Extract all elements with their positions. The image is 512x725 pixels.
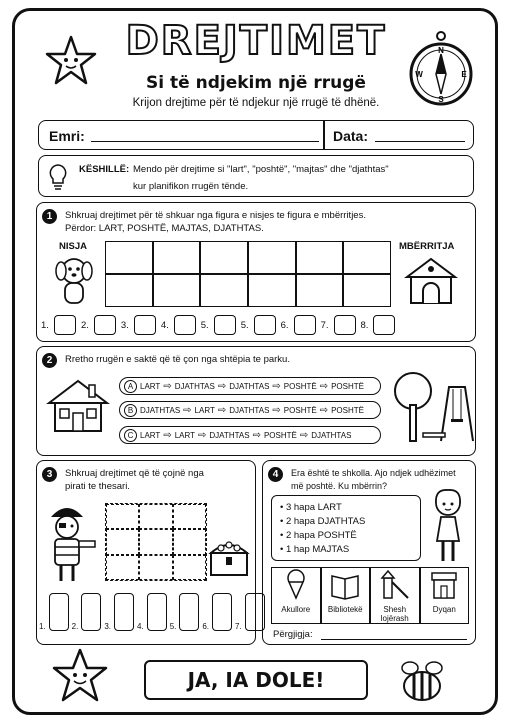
step: DJATHTAS — [229, 381, 270, 391]
answer-number: 1. — [39, 622, 46, 631]
arrow-right-icon: ⇨ — [198, 429, 207, 441]
ice-cream-icon — [283, 568, 309, 600]
task4-number: 4 — [268, 467, 283, 482]
answer-number: 8. — [360, 319, 369, 331]
step-text: 3 hapa LART — [285, 502, 342, 513]
girl-icon — [425, 485, 471, 565]
compass-s: S — [438, 95, 444, 104]
footer-banner-text: JA, IA DOLE! — [187, 668, 325, 692]
option-letter: B — [124, 404, 137, 417]
grid-cell — [200, 274, 248, 307]
answer-number: 4. — [137, 622, 144, 631]
answer-box[interactable] — [174, 315, 196, 335]
task3-box — [36, 460, 256, 645]
option-letter: A — [124, 380, 137, 393]
grid-cell — [296, 274, 344, 307]
grid-cell — [105, 274, 153, 307]
answer-number: 1. — [41, 319, 49, 331]
step-text: 2 hapa DJATHTAS — [285, 516, 366, 527]
places-grid — [271, 567, 469, 621]
bee-icon — [394, 652, 450, 706]
step: DJATHTAS — [209, 430, 250, 440]
grid-cell — [105, 241, 153, 274]
task3-instruction-2: pirati te thesari. — [65, 481, 130, 492]
tip-text-1: Mendo për drejtime si "lart", "poshtë", "majtas" dhe "djathtas" — [133, 164, 389, 175]
name-date-box — [38, 120, 474, 150]
task4-box — [262, 460, 476, 645]
arrow-right-icon: ⇨ — [163, 380, 172, 392]
grid-cell — [173, 504, 206, 529]
compass-e: E — [461, 70, 467, 79]
task4-instruction-2: më poshtë. Ku mbërrin? — [291, 481, 388, 491]
task3-instruction-1: Shkruaj drejtimet që të çojnë nga — [65, 468, 204, 479]
answer-number: 7. — [235, 622, 242, 631]
park-icon — [391, 367, 475, 447]
answer-number: 3. — [120, 319, 129, 331]
answer-box[interactable] — [212, 593, 232, 631]
grid-cell — [173, 555, 206, 580]
step: LART — [140, 381, 161, 391]
task1-hint: Përdor: LART, POSHTË, MAJTAS, DJATHTAS. — [65, 223, 264, 234]
name-label: Emri: — [49, 128, 85, 144]
answer-number: 5. — [240, 319, 249, 331]
compass-n: N — [438, 46, 444, 55]
task3-grid — [105, 503, 207, 581]
arrow-right-icon: ⇨ — [217, 380, 227, 392]
step: DJATHTAS — [140, 405, 181, 415]
playground-icon — [380, 568, 410, 600]
task3-answers — [39, 593, 265, 631]
grid-cell — [200, 241, 248, 274]
step: DJATHTAS — [174, 381, 215, 391]
end-label: MBËRRITJA — [399, 241, 455, 252]
answer-box[interactable] — [179, 593, 199, 631]
treasure-chest-icon — [207, 531, 251, 579]
place-label: Dyqan — [432, 605, 456, 614]
grid-cell — [248, 241, 296, 274]
answer-number: 3. — [104, 622, 112, 631]
answer-box[interactable] — [94, 315, 116, 335]
step-item: • 3 hapa LART — [280, 502, 342, 513]
answer-box[interactable] — [49, 593, 69, 631]
grid-cell — [139, 529, 172, 554]
option-a[interactable] — [119, 377, 381, 395]
place-label: Akullore — [281, 605, 311, 614]
option-letter: C — [124, 429, 137, 442]
answer-label: Përgjigja: — [273, 629, 313, 640]
option-c[interactable] — [119, 426, 381, 444]
answer-box[interactable] — [334, 315, 356, 335]
grid-cell — [173, 529, 206, 554]
step: LART — [194, 405, 215, 415]
grid-cell — [153, 274, 201, 307]
answer-box[interactable] — [294, 315, 316, 335]
answer-box[interactable] — [81, 593, 101, 631]
star-mascot-icon — [45, 35, 97, 87]
answer-box[interactable] — [373, 315, 395, 335]
tip-box — [38, 155, 474, 197]
step: LART — [174, 430, 196, 440]
answer-field[interactable] — [321, 639, 467, 640]
grid-cell — [296, 241, 344, 274]
task4-steps-box — [271, 495, 421, 561]
task1-instruction: Shkruaj drejtimet për të shkuar nga figura e nisjes te figura e mbërritjes. — [65, 210, 366, 221]
star-thumbs-up-icon — [52, 648, 108, 704]
task2-box — [36, 346, 476, 456]
step-item: • 2 hapa POSHTË — [280, 530, 357, 541]
step: DJATHTAS — [311, 430, 352, 440]
step: POSHTË — [263, 430, 297, 440]
page-tagline: Krijon drejtime për të ndjekur një rrugë të dhënë. — [132, 97, 380, 109]
answer-number: 6. — [202, 622, 210, 631]
grid-cell — [343, 274, 391, 307]
shop-icon — [429, 568, 459, 600]
pirate-icon — [43, 499, 99, 585]
grid-cell — [139, 504, 172, 529]
task4-instruction-1: Era është te shkolla. Ajo ndjek udhëzimet — [291, 468, 456, 478]
answer-box[interactable] — [54, 315, 76, 335]
arrow-right-icon: ⇨ — [217, 404, 227, 416]
answer-box[interactable] — [134, 315, 156, 335]
arrow-right-icon: ⇨ — [299, 429, 309, 441]
answer-box[interactable] — [147, 593, 167, 631]
grid-cell — [153, 241, 201, 274]
book-icon — [330, 568, 360, 600]
answer-number: 2. — [71, 622, 79, 631]
option-b[interactable] — [119, 401, 381, 419]
field-divider — [323, 121, 325, 149]
arrow-right-icon: ⇨ — [183, 404, 192, 416]
task3-number: 3 — [42, 467, 57, 482]
doghouse-icon — [403, 255, 459, 307]
task2-number: 2 — [42, 353, 57, 368]
answer-box[interactable] — [114, 593, 134, 631]
step-text: 1 hap MAJTAS — [285, 544, 350, 555]
grid-cell — [139, 555, 172, 580]
arrow-right-icon: ⇨ — [252, 429, 261, 441]
answer-number: 5. — [200, 319, 209, 331]
answer-number: 2. — [80, 319, 89, 331]
task1-number: 1 — [42, 209, 57, 224]
puppy-icon — [51, 255, 97, 307]
place-playground[interactable] — [370, 567, 420, 624]
answer-box[interactable] — [254, 315, 276, 335]
step: DJATHTAS — [229, 405, 270, 415]
arrow-right-icon: ⇨ — [272, 380, 281, 392]
step: POSHTË — [283, 381, 317, 391]
place-icecream[interactable] — [271, 567, 321, 624]
date-label: Data: — [333, 128, 369, 144]
step: POSHTË — [283, 405, 317, 415]
start-label: NISJA — [59, 241, 87, 252]
lightbulb-icon — [47, 162, 69, 192]
task1-box — [36, 202, 476, 342]
step: LART — [140, 430, 161, 440]
name-field[interactable] — [91, 141, 319, 142]
answer-number: 6. — [280, 319, 289, 331]
step-item: • 2 hapa DJATHTAS — [280, 516, 366, 527]
arrow-right-icon: ⇨ — [272, 404, 281, 416]
arrow-right-icon: ⇨ — [319, 380, 329, 392]
page-subtitle: Si të ndjekim një rrugë — [146, 73, 366, 93]
compass-w: W — [415, 70, 423, 79]
place-library[interactable] — [321, 567, 371, 624]
task2-instruction: Rretho rrugën e saktë që të çon nga shtëpia te parku. — [65, 354, 290, 365]
grid-cell — [106, 555, 139, 580]
grid-cell — [343, 241, 391, 274]
step: POSHTË — [331, 381, 364, 391]
task1-grid — [105, 241, 391, 307]
tip-label: KËSHILLË: — [79, 164, 130, 175]
house-icon — [45, 377, 111, 433]
place-shop[interactable] — [420, 567, 470, 624]
grid-cell — [106, 504, 139, 529]
page-title: DREJTIMET — [125, 18, 387, 64]
step-text: 2 hapa POSHTË — [285, 530, 357, 541]
tip-text-2: kur planifikon rrugën tënde. — [133, 181, 249, 192]
place-label: Bibliotekë — [327, 605, 363, 614]
arrow-right-icon: ⇨ — [319, 404, 329, 416]
grid-cell — [248, 274, 296, 307]
grid-cell — [106, 529, 139, 554]
arrow-right-icon: ⇨ — [163, 429, 172, 441]
date-field[interactable] — [375, 141, 465, 142]
answer-number: 7. — [320, 319, 329, 331]
answer-number: 4. — [160, 319, 169, 331]
step: POSHTË — [331, 405, 364, 415]
step-item: • 1 hap MAJTAS — [280, 544, 350, 555]
answer-box[interactable] — [214, 315, 236, 335]
task1-answers — [41, 315, 395, 335]
place-label: Shesh lojërash — [380, 605, 409, 623]
answer-number: 5. — [169, 622, 177, 631]
footer-banner — [144, 660, 368, 700]
